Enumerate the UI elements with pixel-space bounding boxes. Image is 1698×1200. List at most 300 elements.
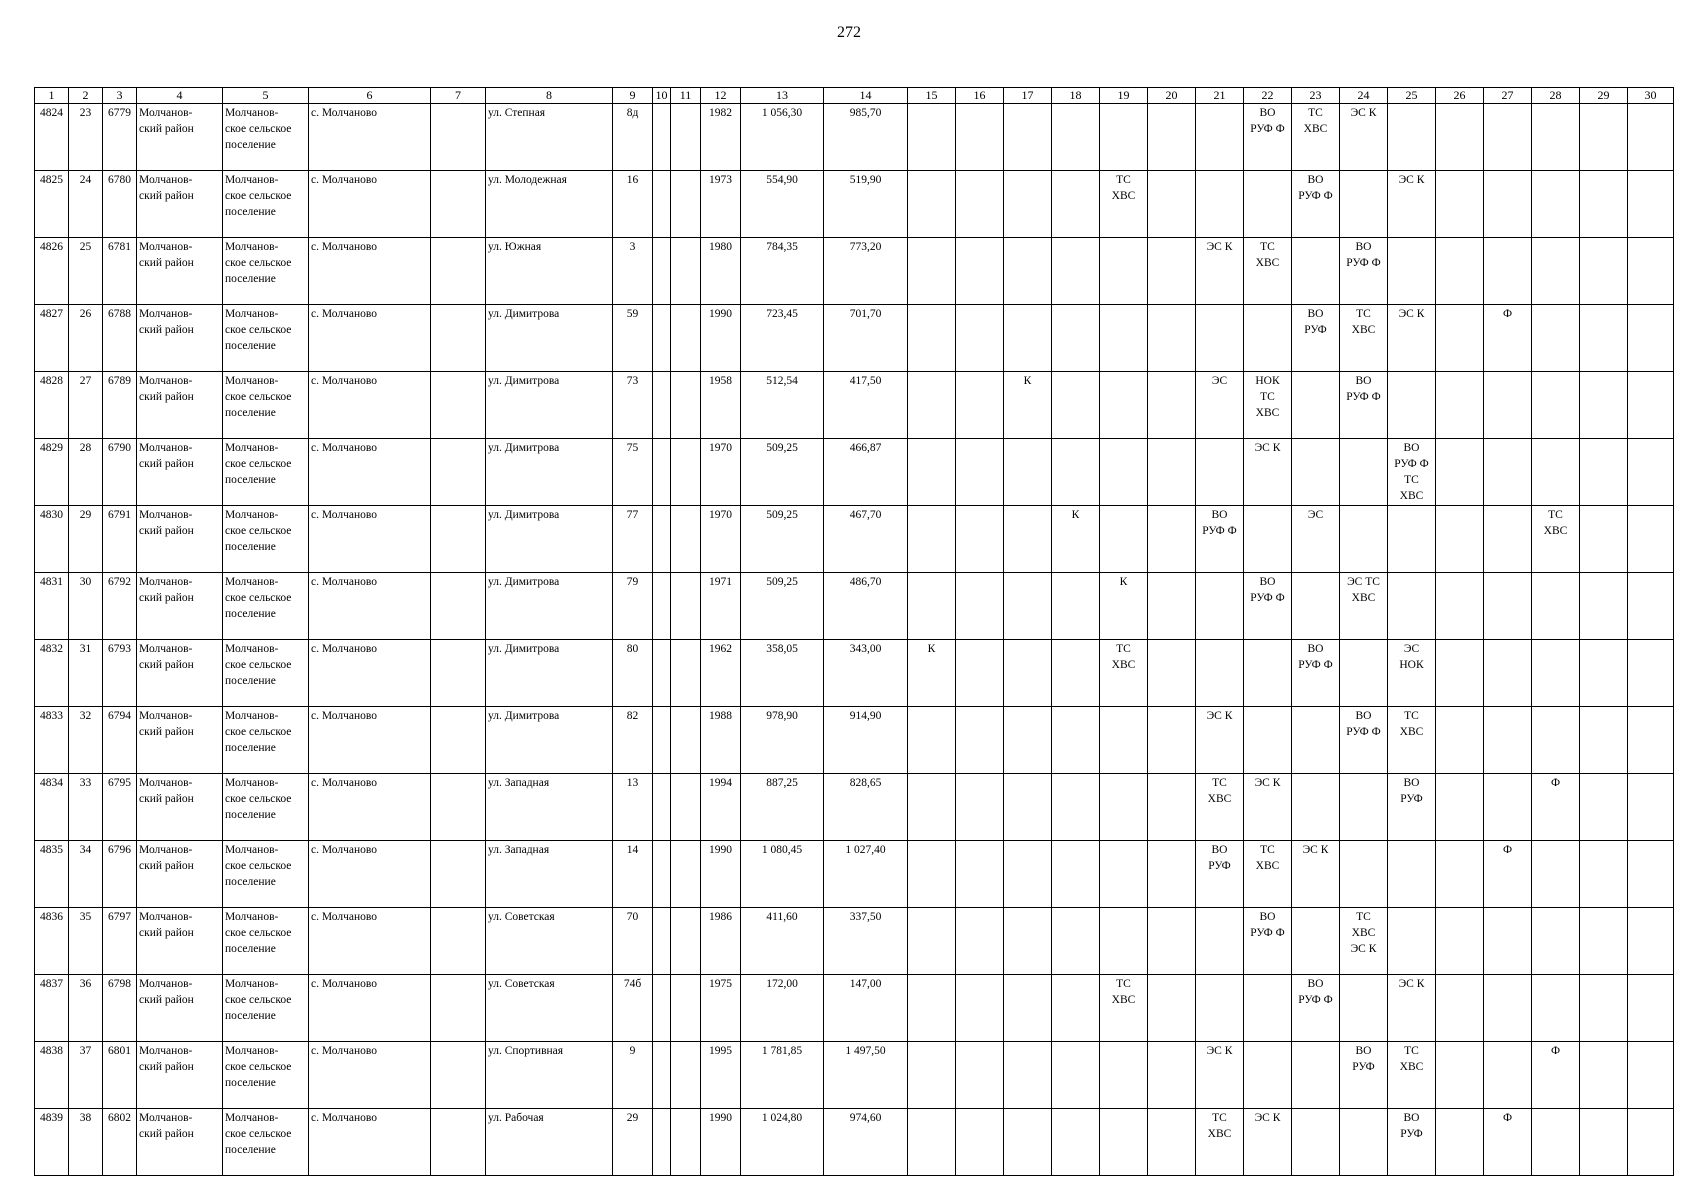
cell-col-26: [1436, 640, 1484, 707]
cell-col-4: [137, 573, 223, 640]
cell-col-16: [956, 506, 1004, 573]
cell-col-28: [1532, 1109, 1580, 1176]
cell-line: ТС: [1260, 241, 1275, 253]
cell-line: РУФ Ф: [1250, 123, 1285, 135]
cell-col-9: 14: [613, 841, 653, 908]
cell-col-7: [431, 104, 486, 171]
cell-col-20: [1148, 640, 1196, 707]
cell-col-28: [1532, 774, 1580, 841]
cell-col-15: [908, 238, 956, 305]
cell-line: ский район: [139, 793, 194, 805]
cell-line: ское сельское: [225, 391, 292, 403]
table-row: [35, 573, 1674, 640]
cell-line: поселение: [225, 273, 276, 285]
cell-line: ХВС: [1303, 123, 1328, 135]
cell-line: К: [1071, 509, 1080, 521]
cell-col-22: [1244, 573, 1292, 640]
cell-col-6: с. Молчаново: [309, 1042, 431, 1109]
cell-col-24: [1340, 573, 1388, 640]
cell-line: поселение: [225, 943, 276, 955]
cell-col-18: [1052, 104, 1100, 171]
cell-col-4: [137, 238, 223, 305]
cell-col-28: [1532, 171, 1580, 238]
cell-line: поселение: [225, 1144, 276, 1156]
cell-col-19: [1100, 1042, 1148, 1109]
cell-col-1: 4838: [35, 1042, 69, 1109]
cell-col-11: [671, 104, 701, 171]
cell-col-19: [1100, 506, 1148, 573]
cell-col-24: [1340, 841, 1388, 908]
cell-line: ское сельское: [225, 927, 292, 939]
cell-col-1: 4830: [35, 506, 69, 573]
column-number-9: 9: [613, 88, 653, 104]
cell-col-3: 6794: [103, 707, 137, 774]
cell-line: ЭС К: [1254, 442, 1281, 454]
cell-col-14: 467,70: [824, 506, 908, 573]
column-number-27: 27: [1484, 88, 1532, 104]
cell-col-11: [671, 238, 701, 305]
cell-col-17: [1004, 975, 1052, 1042]
cell-col-13: 1 080,45: [741, 841, 824, 908]
cell-col-25: [1388, 104, 1436, 171]
cell-col-19: [1100, 707, 1148, 774]
cell-col-8: ул. Рабочая: [486, 1109, 613, 1176]
cell-line: ский район: [139, 592, 194, 604]
cell-col-25: [1388, 372, 1436, 439]
cell-col-20: [1148, 707, 1196, 774]
cell-line: РУФ: [1400, 1128, 1423, 1140]
cell-line: Молчанов-: [225, 308, 279, 320]
cell-col-6: с. Молчаново: [309, 707, 431, 774]
cell-col-30: [1628, 908, 1674, 975]
cell-line: ХВС: [1543, 525, 1568, 537]
cell-col-1: 4825: [35, 171, 69, 238]
cell-col-29: [1580, 439, 1628, 506]
cell-col-25: [1388, 506, 1436, 573]
cell-col-12: 1970: [701, 439, 741, 506]
cell-col-7: [431, 1109, 486, 1176]
cell-col-27: [1484, 238, 1532, 305]
cell-col-28: [1532, 908, 1580, 975]
cell-line: поселение: [225, 675, 276, 687]
cell-col-5: [223, 238, 309, 305]
cell-col-11: [671, 774, 701, 841]
cell-line: ХВС: [1207, 793, 1232, 805]
cell-col-5: [223, 908, 309, 975]
cell-col-5: [223, 1042, 309, 1109]
cell-col-24: [1340, 305, 1388, 372]
cell-line: ВО: [1259, 576, 1276, 588]
cell-line: Ф: [1502, 308, 1513, 320]
cell-col-7: [431, 841, 486, 908]
cell-line: РУФ: [1304, 324, 1327, 336]
cell-col-18: [1052, 774, 1100, 841]
cell-col-11: [671, 707, 701, 774]
cell-col-9: 13: [613, 774, 653, 841]
cell-col-10: [653, 1042, 671, 1109]
cell-col-1: 4828: [35, 372, 69, 439]
cell-col-5: [223, 104, 309, 171]
cell-line: ский район: [139, 1128, 194, 1140]
cell-line: ЭС К: [1398, 174, 1425, 186]
cell-col-9: 77: [613, 506, 653, 573]
cell-col-7: [431, 975, 486, 1042]
cell-col-20: [1148, 1042, 1196, 1109]
cell-col-13: 512,54: [741, 372, 824, 439]
cell-col-29: [1580, 1109, 1628, 1176]
column-number-11: 11: [671, 88, 701, 104]
cell-col-6: с. Молчаново: [309, 841, 431, 908]
cell-col-17: [1004, 640, 1052, 707]
cell-col-12: 1986: [701, 908, 741, 975]
cell-col-25: [1388, 774, 1436, 841]
cell-col-26: [1436, 372, 1484, 439]
cell-col-10: [653, 573, 671, 640]
cell-col-25: [1388, 1042, 1436, 1109]
column-number-5: 5: [223, 88, 309, 104]
cell-col-15: [908, 573, 956, 640]
cell-col-15: [908, 908, 956, 975]
cell-line: ХВС: [1351, 927, 1376, 939]
cell-col-3: 6797: [103, 908, 137, 975]
cell-col-22: [1244, 640, 1292, 707]
cell-col-8: ул. Советская: [486, 908, 613, 975]
cell-col-22: [1244, 104, 1292, 171]
cell-col-7: [431, 1042, 486, 1109]
cell-col-2: 36: [69, 975, 103, 1042]
cell-col-7: [431, 439, 486, 506]
cell-col-17: [1004, 506, 1052, 573]
cell-col-5: [223, 1109, 309, 1176]
cell-line: ское сельское: [225, 525, 292, 537]
cell-col-27: [1484, 640, 1532, 707]
cell-col-10: [653, 975, 671, 1042]
cell-col-30: [1628, 104, 1674, 171]
cell-line: ВО: [1355, 375, 1372, 387]
cell-col-28: [1532, 573, 1580, 640]
cell-col-28: [1532, 707, 1580, 774]
cell-col-24: [1340, 104, 1388, 171]
cell-col-16: [956, 908, 1004, 975]
cell-col-14: 486,70: [824, 573, 908, 640]
cell-col-8: ул. Димитрова: [486, 640, 613, 707]
cell-line: Молчанов-: [225, 1112, 279, 1124]
cell-col-23: [1292, 439, 1340, 506]
cell-col-24: [1340, 439, 1388, 506]
cell-col-21: [1196, 372, 1244, 439]
cell-col-19: [1100, 171, 1148, 238]
cell-col-28: [1532, 841, 1580, 908]
cell-col-5: [223, 372, 309, 439]
cell-col-23: [1292, 372, 1340, 439]
cell-col-30: [1628, 774, 1674, 841]
cell-line: РУФ Ф: [1394, 458, 1429, 470]
cell-col-23: [1292, 975, 1340, 1042]
cell-col-8: ул. Западная: [486, 841, 613, 908]
cell-line: РУФ Ф: [1346, 391, 1381, 403]
cell-line: ЭС: [1307, 509, 1324, 521]
cell-col-23: [1292, 1042, 1340, 1109]
cell-col-19: [1100, 774, 1148, 841]
cell-line: К: [1023, 375, 1032, 387]
cell-col-11: [671, 171, 701, 238]
cell-col-27: [1484, 372, 1532, 439]
cell-line: К: [927, 643, 936, 655]
cell-col-26: [1436, 1042, 1484, 1109]
cell-col-12: 1958: [701, 372, 741, 439]
cell-col-12: 1988: [701, 707, 741, 774]
cell-col-16: [956, 707, 1004, 774]
cell-col-24: [1340, 171, 1388, 238]
cell-col-29: [1580, 640, 1628, 707]
cell-col-8: ул. Спортивная: [486, 1042, 613, 1109]
cell-col-25: [1388, 238, 1436, 305]
cell-col-11: [671, 506, 701, 573]
cell-col-2: 29: [69, 506, 103, 573]
cell-col-20: [1148, 774, 1196, 841]
cell-col-12: 1971: [701, 573, 741, 640]
table-row: [35, 372, 1674, 439]
cell-col-4: [137, 707, 223, 774]
column-number-6: 6: [309, 88, 431, 104]
cell-line: ское сельское: [225, 1128, 292, 1140]
cell-col-6: с. Молчаново: [309, 104, 431, 171]
cell-col-6: с. Молчаново: [309, 372, 431, 439]
cell-col-5: [223, 975, 309, 1042]
cell-col-13: 411,60: [741, 908, 824, 975]
column-number-1: 1: [35, 88, 69, 104]
cell-col-9: 3: [613, 238, 653, 305]
cell-col-20: [1148, 104, 1196, 171]
cell-col-8: ул. Димитрова: [486, 707, 613, 774]
housing-register-table: [34, 87, 1674, 1176]
cell-col-22: [1244, 774, 1292, 841]
cell-col-21: [1196, 640, 1244, 707]
cell-line: ский район: [139, 860, 194, 872]
cell-col-29: [1580, 975, 1628, 1042]
cell-col-22: [1244, 1109, 1292, 1176]
cell-col-20: [1148, 171, 1196, 238]
cell-col-4: [137, 439, 223, 506]
cell-col-7: [431, 707, 486, 774]
cell-col-17: [1004, 305, 1052, 372]
cell-col-15: [908, 640, 956, 707]
cell-col-3: 6781: [103, 238, 137, 305]
cell-col-18: [1052, 841, 1100, 908]
cell-col-26: [1436, 707, 1484, 774]
cell-col-25: [1388, 573, 1436, 640]
cell-col-2: 35: [69, 908, 103, 975]
cell-line: Молчанов-: [225, 1045, 279, 1057]
cell-col-3: 6798: [103, 975, 137, 1042]
column-number-24: 24: [1340, 88, 1388, 104]
cell-col-2: 34: [69, 841, 103, 908]
cell-col-13: 1 024,80: [741, 1109, 824, 1176]
cell-col-23: [1292, 238, 1340, 305]
cell-line: поселение: [225, 876, 276, 888]
cell-col-30: [1628, 305, 1674, 372]
cell-col-21: [1196, 975, 1244, 1042]
column-number-2: 2: [69, 88, 103, 104]
cell-line: Молчанов-: [225, 777, 279, 789]
cell-col-16: [956, 439, 1004, 506]
cell-col-16: [956, 975, 1004, 1042]
cell-line: ТС: [1404, 1045, 1419, 1057]
cell-col-13: 509,25: [741, 573, 824, 640]
cell-col-18: [1052, 506, 1100, 573]
cell-col-12: 1990: [701, 841, 741, 908]
cell-col-23: [1292, 707, 1340, 774]
cell-col-4: [137, 171, 223, 238]
cell-col-28: [1532, 305, 1580, 372]
cell-line: ЭС К: [1350, 943, 1377, 955]
table-row: [35, 104, 1674, 171]
cell-col-17: [1004, 841, 1052, 908]
cell-col-7: [431, 774, 486, 841]
cell-col-13: 509,25: [741, 439, 824, 506]
cell-col-27: [1484, 506, 1532, 573]
cell-col-14: 985,70: [824, 104, 908, 171]
cell-line: ВО: [1211, 509, 1228, 521]
cell-col-20: [1148, 439, 1196, 506]
cell-col-19: [1100, 238, 1148, 305]
column-number-12: 12: [701, 88, 741, 104]
cell-col-22: [1244, 975, 1292, 1042]
cell-col-2: 25: [69, 238, 103, 305]
cell-col-30: [1628, 506, 1674, 573]
cell-col-12: 1980: [701, 238, 741, 305]
column-number-29: 29: [1580, 88, 1628, 104]
cell-col-1: 4827: [35, 305, 69, 372]
cell-line: поселение: [225, 340, 276, 352]
cell-col-4: [137, 975, 223, 1042]
cell-col-11: [671, 975, 701, 1042]
cell-col-10: [653, 104, 671, 171]
cell-col-27: [1484, 439, 1532, 506]
cell-col-7: [431, 506, 486, 573]
cell-col-11: [671, 640, 701, 707]
cell-col-8: ул. Димитрова: [486, 439, 613, 506]
column-number-4: 4: [137, 88, 223, 104]
cell-col-24: [1340, 707, 1388, 774]
cell-col-27: [1484, 573, 1532, 640]
cell-col-18: [1052, 640, 1100, 707]
cell-col-28: [1532, 506, 1580, 573]
cell-col-8: ул. Степная: [486, 104, 613, 171]
cell-col-12: 1994: [701, 774, 741, 841]
cell-col-21: [1196, 305, 1244, 372]
cell-line: Молчанов-: [225, 844, 279, 856]
cell-line: ское сельское: [225, 458, 292, 470]
cell-col-19: [1100, 640, 1148, 707]
cell-col-6: с. Молчаново: [309, 908, 431, 975]
cell-line: ский район: [139, 391, 194, 403]
cell-line: Молчанов-: [139, 375, 193, 387]
cell-col-7: [431, 305, 486, 372]
cell-col-2: 28: [69, 439, 103, 506]
cell-col-3: 6779: [103, 104, 137, 171]
cell-col-30: [1628, 238, 1674, 305]
cell-line: ЭС К: [1254, 777, 1281, 789]
cell-col-16: [956, 104, 1004, 171]
cell-line: ЭС К: [1398, 978, 1425, 990]
cell-line: ХВС: [1255, 860, 1280, 872]
cell-col-23: [1292, 305, 1340, 372]
cell-line: Молчанов-: [225, 978, 279, 990]
cell-col-16: [956, 841, 1004, 908]
cell-line: ВО: [1259, 911, 1276, 923]
cell-line: РУФ Ф: [1346, 257, 1381, 269]
cell-col-30: [1628, 975, 1674, 1042]
cell-col-21: [1196, 573, 1244, 640]
cell-line: Ф: [1550, 1045, 1561, 1057]
cell-col-6: с. Молчаново: [309, 506, 431, 573]
cell-col-21: [1196, 238, 1244, 305]
cell-line: РУФ Ф: [1202, 525, 1237, 537]
cell-col-3: 6780: [103, 171, 137, 238]
cell-col-25: [1388, 171, 1436, 238]
cell-line: ТС: [1116, 174, 1131, 186]
cell-col-22: [1244, 506, 1292, 573]
cell-line: ский район: [139, 1061, 194, 1073]
cell-col-13: 509,25: [741, 506, 824, 573]
cell-line: ское сельское: [225, 324, 292, 336]
column-number-20: 20: [1148, 88, 1196, 104]
cell-line: ТС: [1212, 1112, 1227, 1124]
cell-line: Молчанов-: [139, 1112, 193, 1124]
cell-col-25: [1388, 841, 1436, 908]
cell-col-2: 27: [69, 372, 103, 439]
cell-line: ВО: [1403, 1112, 1420, 1124]
cell-line: ВО: [1355, 710, 1372, 722]
cell-line: ТС: [1356, 308, 1371, 320]
cell-line: Молчанов-: [139, 643, 193, 655]
table-row: [35, 439, 1674, 506]
cell-line: РУФ Ф: [1346, 726, 1381, 738]
cell-col-12: 1990: [701, 1109, 741, 1176]
cell-col-27: [1484, 305, 1532, 372]
cell-line: Молчанов-: [139, 509, 193, 521]
column-number-28: 28: [1532, 88, 1580, 104]
cell-line: ский район: [139, 123, 194, 135]
cell-line: ское сельское: [225, 726, 292, 738]
cell-col-10: [653, 305, 671, 372]
cell-line: ЭС: [1403, 643, 1420, 655]
cell-col-15: [908, 104, 956, 171]
cell-line: ВО: [1403, 442, 1420, 454]
column-number-18: 18: [1052, 88, 1100, 104]
cell-col-22: [1244, 841, 1292, 908]
cell-col-3: 6801: [103, 1042, 137, 1109]
cell-line: ТС: [1356, 911, 1371, 923]
cell-col-9: 79: [613, 573, 653, 640]
table-row: [35, 908, 1674, 975]
cell-col-16: [956, 640, 1004, 707]
cell-col-1: 4836: [35, 908, 69, 975]
cell-col-1: 4829: [35, 439, 69, 506]
cell-col-17: [1004, 104, 1052, 171]
cell-col-19: [1100, 1109, 1148, 1176]
column-number-13: 13: [741, 88, 824, 104]
cell-col-10: [653, 841, 671, 908]
cell-col-25: [1388, 908, 1436, 975]
cell-col-25: [1388, 439, 1436, 506]
cell-col-23: [1292, 774, 1340, 841]
table-row: [35, 975, 1674, 1042]
cell-col-26: [1436, 908, 1484, 975]
page-number: 272: [837, 24, 861, 41]
cell-line: поселение: [225, 809, 276, 821]
